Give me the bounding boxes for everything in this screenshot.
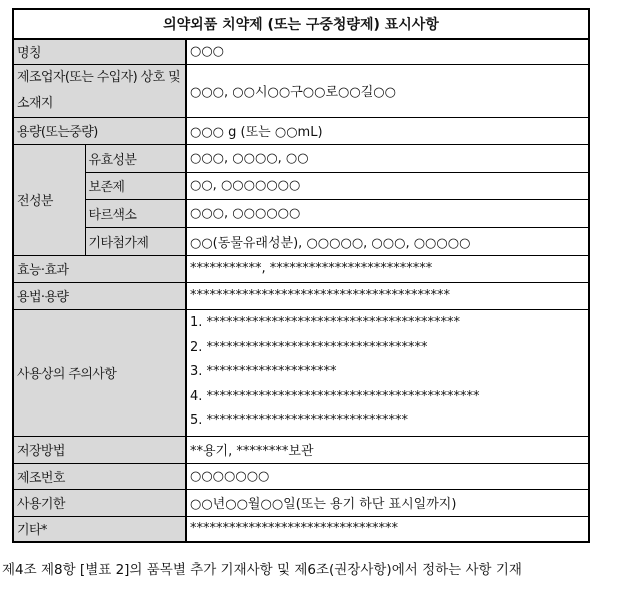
row-label-volume: 용량(또는중량) (13, 117, 186, 144)
row-value-manufacturer: ○○○, ○○시○○구○○로○○길○○ (186, 64, 589, 117)
table-row (13, 39, 589, 64)
table-row (13, 255, 589, 282)
row-label-manufacturer: 제조업자(또는 수입자) 상호 및 소재지 (13, 64, 186, 117)
warning-item-4: 4. ****************************************** (190, 388, 480, 404)
ingredient-label-active: 유효성분 (85, 144, 186, 172)
label-table (12, 8, 590, 543)
warning-item-3: 3. ******************** (190, 364, 337, 380)
warning-item-2: 2. ********************************** (190, 339, 428, 355)
row-value-name: ○○○ (186, 39, 589, 64)
row-value-dosage: **************************************** (186, 282, 589, 309)
table-row (13, 489, 589, 516)
row-value-storage: **용기, ********보관 (186, 436, 589, 463)
row-value-volume: ○○○ g (또는 ○○mL) (186, 117, 589, 144)
table-row (13, 463, 589, 489)
ingredient-value-other-additives: ○○(동물유래성분), ○○○○○, ○○○, ○○○○○ (186, 227, 589, 255)
table-row (13, 144, 589, 172)
row-label-name: 명칭 (13, 39, 186, 64)
row-label-ingredients: 전성분 (13, 144, 85, 255)
row-value-warnings (186, 309, 589, 436)
row-label-lot: 제조번호 (13, 463, 186, 489)
title-row (13, 9, 589, 39)
ingredient-label-preservative: 보존제 (85, 172, 186, 199)
row-label-expiry: 사용기한 (13, 489, 186, 516)
row-label-warnings: 사용상의 주의사항 (13, 309, 186, 436)
row-label-efficacy: 효능·효과 (13, 255, 186, 282)
table-row (13, 227, 589, 255)
table-row (13, 172, 589, 199)
ingredient-value-preservative: ○○, ○○○○○○○ (186, 172, 589, 199)
table-row (13, 516, 589, 542)
table-row (13, 436, 589, 463)
row-value-expiry: ○○년○○월○○일(또는 용기 하단 표시일까지) (186, 489, 589, 516)
table-row (13, 64, 589, 117)
row-value-other: ******************************** (186, 516, 589, 542)
ingredient-label-other-additives: 기타첨가제 (85, 227, 186, 255)
row-label-other: 기타* (13, 516, 186, 542)
warning-item-1: 1. *************************************** (190, 315, 461, 331)
row-label-storage: 저장방법 (13, 436, 186, 463)
warning-item-5: 5. ******************************* (190, 413, 409, 429)
row-label-dosage: 용법·용량 (13, 282, 186, 309)
row-value-lot: ○○○○○○○ (186, 463, 589, 489)
table-row (13, 309, 589, 436)
footnote: 제4조 제8항 [별표 2]의 품목별 추가 기재사항 및 제6조(권장사항)에서 정하는 사항 기재 (2, 562, 522, 578)
row-value-efficacy: ***********, ************************* (186, 255, 589, 282)
table-title: 의약외품 치약제 (또는 구중청량제) 표시사항 (13, 9, 589, 39)
table-row (13, 117, 589, 144)
ingredient-value-tar-color: ○○○, ○○○○○○ (186, 199, 589, 227)
table-row (13, 199, 589, 227)
ingredient-value-active: ○○○, ○○○○, ○○ (186, 144, 589, 172)
ingredient-label-tar-color: 타르색소 (85, 199, 186, 227)
table-row (13, 282, 589, 309)
